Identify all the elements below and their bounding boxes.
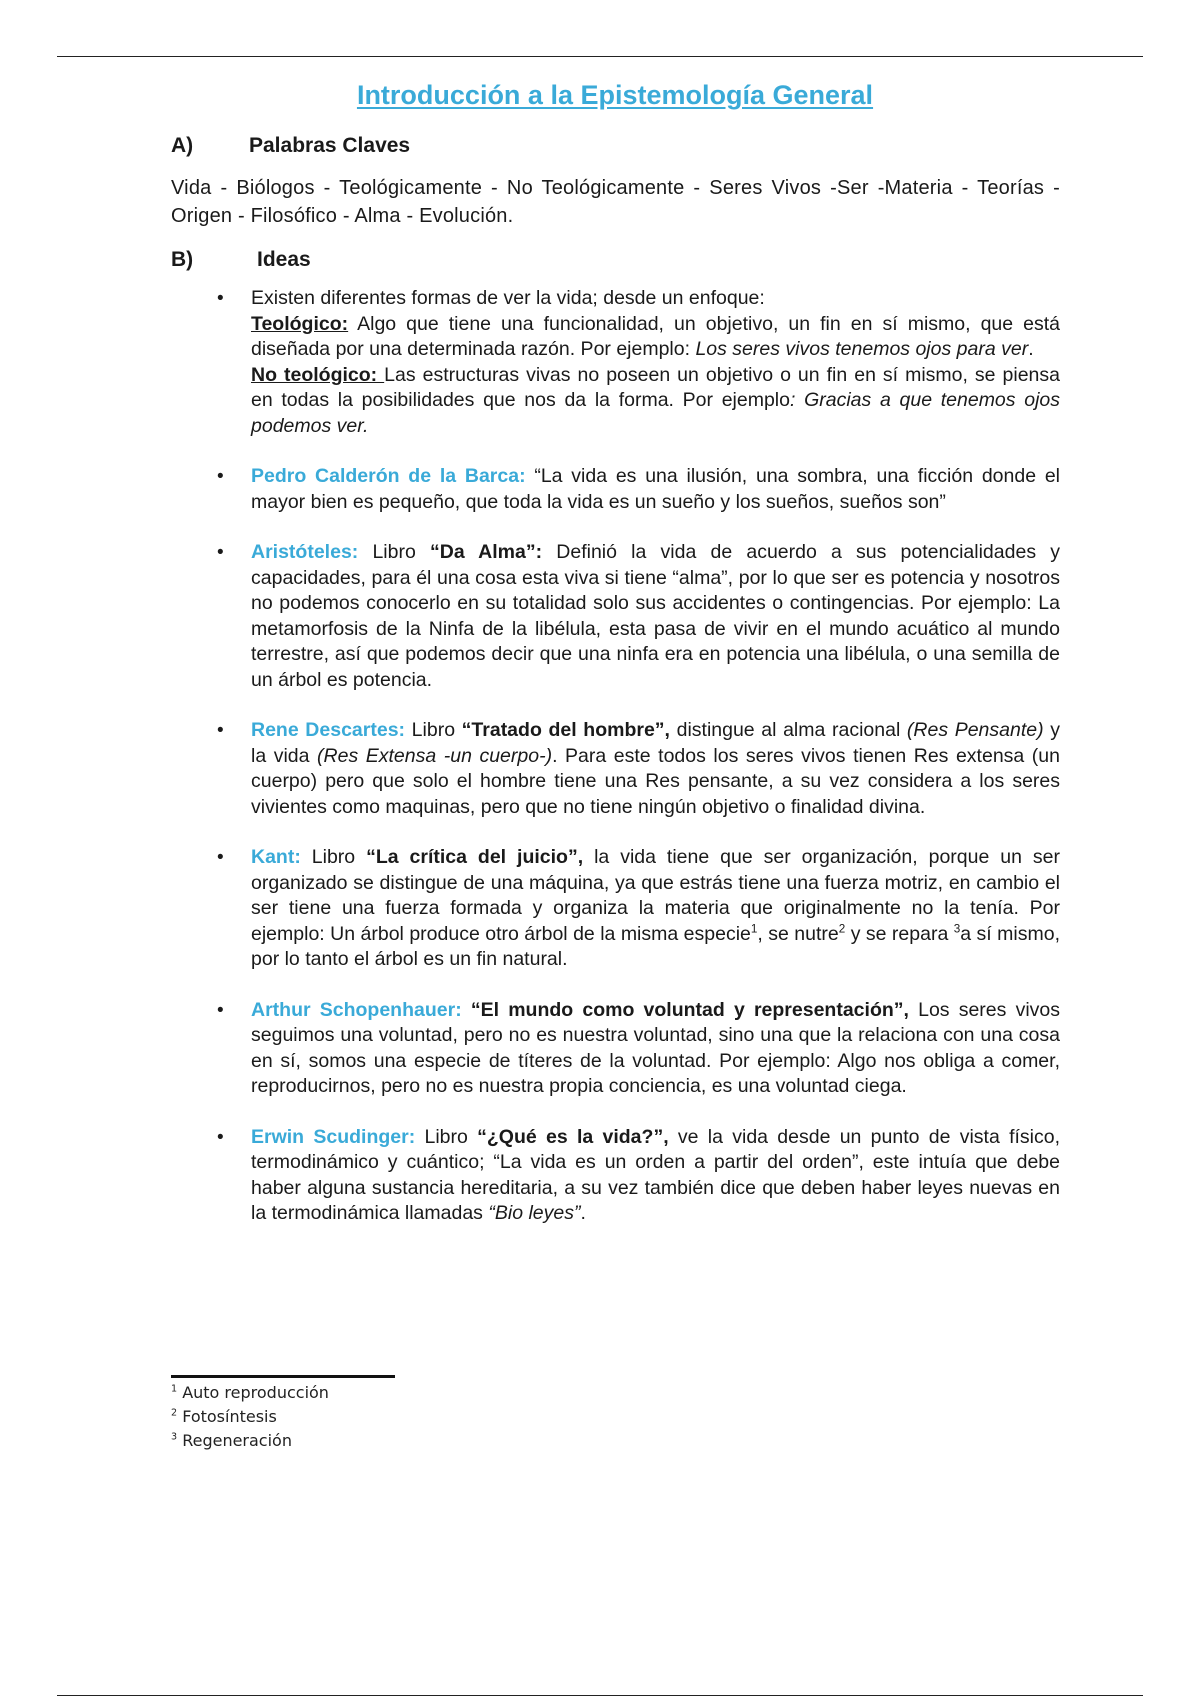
teologico-text: Algo que tiene una funcionalidad, un objetivo, un fin en sí mismo, que está diseñada por una determinada razón. Por ejemplo: [251, 312, 1060, 360]
book-title: “Tratado del hombre”, [461, 719, 670, 741]
idea-descartes [171, 718, 1060, 820]
footnote-item [171, 1405, 329, 1429]
author-name: Aristóteles: [251, 541, 359, 563]
teologico-example: Los seres vivos tenemos ojos para ver [695, 338, 1029, 360]
bullet-icon: • [217, 288, 224, 309]
teologico-end: . [1028, 338, 1034, 360]
idea-text: a sí mismo, por lo tanto el árbol es un fin natural. [251, 922, 1060, 970]
idea-intro-line: Existen diferentes formas de ver la vida; desde un enfoque: [251, 287, 765, 309]
page-title: Introducción a la Epistemología General [356, 80, 874, 110]
footnote-ref[interactable]: 2 [838, 922, 846, 935]
footnote-ref[interactable]: 3 [953, 922, 961, 935]
section-b-heading [171, 248, 311, 272]
idea-italic: (Res Extensa -un cuerpo-) [317, 744, 553, 767]
idea-text: Los seres vivos seguimos una voluntad, pero no es nuestra voluntad, sino una que la relaciona con una cosa en sí, somos una especie de títeres de la voluntad. Por ejemplo: Algo nos obliga a comer, reproducirnos, pero no es nuestra propia conciencia, es una voluntad ciega. [251, 998, 1060, 1097]
footnote-mark: 1 [171, 1383, 178, 1395]
idea-text: Libro [300, 846, 367, 868]
idea-intro [171, 286, 1060, 439]
footnote-text: Auto reproducción [177, 1383, 329, 1402]
section-b-letter: B) [171, 248, 194, 271]
bullet-icon: • [217, 1126, 224, 1148]
footnote-item [171, 1381, 329, 1405]
idea-schrodinger [171, 1125, 1060, 1227]
idea-text: , se nutre [757, 922, 839, 945]
author-name: Arthur Schopenhauer: [251, 998, 462, 1021]
book-title: “¿Qué es la vida?”, [477, 1125, 669, 1148]
idea-text: Libro [405, 719, 462, 741]
idea-text: . Para este todos los seres vivos tienen Res extensa (un cuerpo) pero que solo el hombre tiene una Res pensante, a su vez considera a los seres vivientes como maquinas, pero que no tiene ningún objetivo o finalidad divina. [251, 744, 1060, 818]
footnote-mark: 2 [171, 1407, 178, 1419]
keywords-paragraph: Vida - Biólogos - Teológicamente - No Teológicamente - Seres Vivos -Ser -Materia - Teorías - Origen - Filosófico - Alma - Evolución. [171, 177, 1060, 227]
book-title: “Da Alma”: [430, 541, 543, 563]
idea-text: Libro [358, 541, 431, 563]
footnote-text: Regeneración [177, 1431, 292, 1450]
bullet-icon: • [217, 542, 224, 563]
idea-text: distingue al alma racional [669, 719, 907, 741]
footnote-text: Fotosíntesis [177, 1407, 277, 1426]
ideas-list [171, 286, 1060, 1252]
bullet-icon: • [217, 466, 224, 487]
section-a-letter: A) [171, 134, 194, 157]
section-b-title: Ideas [257, 248, 311, 271]
section-a-heading [171, 134, 410, 158]
idea-italic: “Bio leyes” [488, 1202, 581, 1224]
header-rule [57, 56, 1143, 57]
idea-text: Libro [415, 1125, 478, 1148]
idea-text: Definió la vida de acuerdo a sus potencialidades y capacidades, para él una cosa esta viva si tiene “alma”, por lo que ser es potencia y nosotros no podemos conocerlo en su totalidad solo sus accidentes o contingencias. Por ejemplo: La metamorfosis de la Ninfa de la libélula, esta pasa de vivir en el mundo acuático al mundo terrestre, así que podemos decir que una ninfa era en potencia una libélula, o una semilla de un árbol es potencia. [251, 541, 1060, 691]
author-name: Rene Descartes: [251, 719, 406, 741]
idea-text: ve la vida desde un punto de vista físico, termodinámico y cuántico; “La vida es un orden a partir del orden”, este intuía que debe haber alguna sustancia hereditaria, a su vez también dice que deben haber leyes nuevas en la termodinámica llamadas [251, 1125, 1061, 1224]
author-name: Pedro Calderón de la Barca: [251, 465, 526, 487]
footnote-ref[interactable]: 1 [750, 922, 758, 935]
bullet-icon: • [217, 720, 224, 741]
idea-calderon [171, 464, 1060, 515]
no-teologico-label: No teológico: [251, 363, 385, 386]
idea-text: la vida tiene que ser organización, porque un ser organizado se distingue de una máquina, ya que estrás tiene una fuerza motriz, en cambio el ser tiene una fuerza formada y organiza la materia que originalmente no la tenía. Por ejemplo: Un árbol produce otro árbol de la misma especie [251, 846, 1060, 945]
idea-kant [171, 845, 1060, 973]
idea-text: y la vida [251, 719, 1060, 767]
idea-italic: (Res Pensante) [906, 719, 1044, 741]
author-name: Kant: [251, 846, 301, 868]
section-a-title: Palabras Claves [249, 134, 411, 157]
footer-rule [57, 1695, 1143, 1696]
idea-text: . [580, 1202, 586, 1224]
bullet-icon: • [217, 999, 224, 1021]
idea-schopenhauer [171, 998, 1060, 1100]
bullet-icon: • [217, 847, 224, 868]
no-teologico-example: : Gracias a que tenemos ojos podemos ver. [251, 389, 1060, 437]
idea-aristoteles [171, 540, 1060, 693]
footnote-separator [171, 1375, 395, 1378]
idea-text: “La vida es una ilusión, una sombra, una ficción donde el mayor bien es pequeño, que toda la vida es un sueño y los sueños, sueños son” [251, 465, 1060, 513]
teologico-label: Teológico: [251, 312, 349, 335]
footnotes [171, 1381, 329, 1453]
book-title: “La crítica del juicio”, [366, 846, 584, 868]
footnote-mark: 3 [171, 1431, 178, 1443]
no-teologico-text: Las estructuras vivas no poseen un objetivo o un fin en sí mismo, se piensa en todas la posibilidades que nos da la forma. Por ejemplo [251, 363, 1060, 411]
book-title: “El mundo como voluntad y representación”, [461, 998, 909, 1021]
footnote-item [171, 1429, 329, 1453]
author-name: Erwin Scudinger: [251, 1125, 416, 1148]
idea-text: y se repara [845, 922, 954, 945]
